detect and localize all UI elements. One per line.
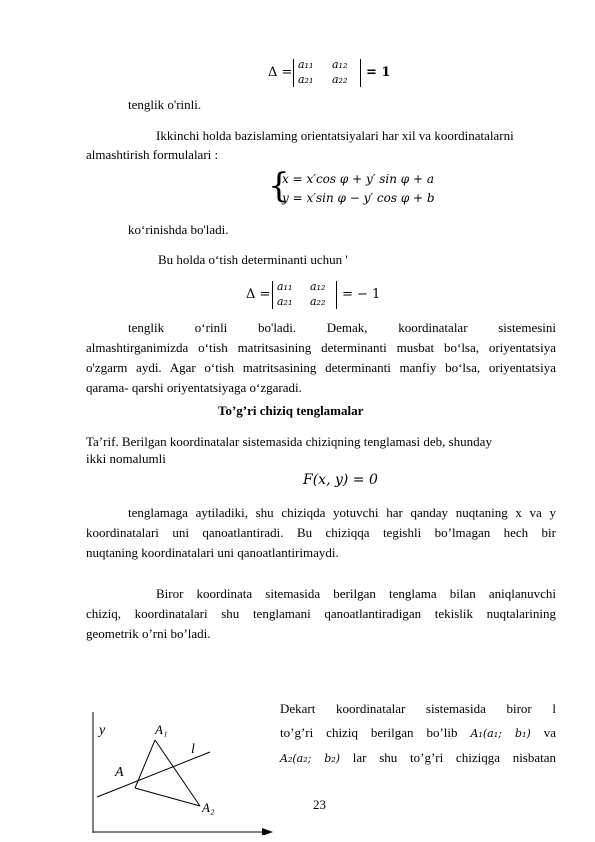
point-a2: A₂(a₂; b₂): [280, 752, 341, 765]
det2-m21: a₂₁: [277, 295, 293, 308]
det2-rhs: = − 1: [342, 287, 381, 302]
system-brace: {: [268, 166, 290, 206]
label-l: l: [191, 742, 195, 757]
det-m11: a₁₁: [298, 58, 314, 71]
segment-a-a2: [135, 788, 200, 806]
para3-line-2: koordinatalari uni qanoatlantiradi. Bu chiziqqa tegishli bo’lmagan hech bir: [86, 525, 556, 540]
system-row-2: y = x′sin φ − y′ cos φ + b: [282, 191, 435, 205]
det2-bar-right: [336, 281, 337, 309]
para5-line-3: [280, 746, 556, 771]
determinant-equation-negative: [246, 278, 396, 312]
para1-line-b: almashtirish formulalari :: [86, 147, 219, 162]
x-axis-arrow: [262, 828, 273, 835]
para5-line-2-text: to’g’ri chiziq berilgan bo’lib: [280, 725, 458, 740]
para3-line-3: nuqtaning koordinatalari uni qanoatlantirimaydi.: [86, 545, 339, 560]
geometric-locus-paragraph: [86, 584, 556, 644]
det2-m11: a₁₁: [277, 280, 293, 293]
dekart-paragraph: [280, 697, 556, 771]
det-m12: a₁₂: [332, 58, 348, 71]
system-row-1: x = x′cos φ + y′ sin φ + a: [282, 172, 435, 186]
det2-lhs: Δ =: [246, 287, 271, 302]
para4-line-3: geometrik o’rni bo’ladi.: [86, 626, 211, 641]
determinant-equation-positive: [268, 56, 408, 90]
text-otish-determinanti: Bu holda o‘tish determinanti uchun ': [158, 252, 348, 267]
equation-f-xy: F(x, y) = 0: [303, 472, 378, 488]
label-a1: A₁: [155, 722, 168, 737]
para2-line-2: almashtirganimizda o‘tish matritsasining determinanti musbat bo‘lsa, oriyentatsiya: [86, 340, 556, 355]
label-y: y: [99, 723, 106, 738]
label-a: A: [115, 765, 124, 780]
para5-line-2: [280, 721, 556, 746]
label-a2: A₂: [202, 800, 215, 815]
line-figure: [85, 710, 275, 835]
text-korinishda: ko‘rinishda bo'ladi.: [128, 222, 229, 237]
page-number: 23: [313, 797, 326, 812]
det-m21: a₂₁: [298, 73, 314, 86]
det-bar-right: [360, 59, 361, 87]
det2-bar-left: [272, 281, 273, 309]
text-tenglik-orinli: tenglik o'rinli.: [128, 97, 202, 112]
para4-line-1: Biror koordinata sitemasida berilgan tenglama bilan aniqlanuvchi: [156, 586, 556, 601]
section-title: To’g’ri chiziq tenglamalar: [218, 403, 364, 418]
det2-m22: a₂₂: [310, 295, 326, 308]
segment-a1-a: [135, 740, 155, 788]
orientation-paragraph: [86, 318, 556, 398]
para5-va: va: [543, 725, 557, 740]
definition-line-2: ikki nomalumli: [86, 451, 166, 466]
para1-line-a: Ikkinchi holda bazislaming orientatsiyalari har xil va koordinatalarni: [156, 128, 514, 143]
det-m22: a₂₂: [332, 73, 348, 86]
point-a1: A₁(a₁; b₁): [470, 727, 531, 740]
det-rhs: = 1: [366, 65, 391, 80]
det-bar-left: [293, 59, 294, 87]
para2-line-1: tenglik o‘rinli bo'ladi. Demak, koordinatalar sistemesini: [128, 320, 556, 335]
para2-line-3: o'zgarm aydi. Agar o‘tish matritsasining determinanti manfiy bo‘lsa, oriyentatsiya: [86, 360, 556, 375]
para5-line-3-text: lar shu to’g’ri chiziqga nisbatan: [352, 750, 557, 765]
det-lhs: Δ =: [268, 65, 293, 80]
transformation-system: [268, 166, 468, 210]
para5-line-1: Dekart koordinatalar sistemasida biror l: [280, 701, 556, 716]
line-equation-paragraph: [86, 503, 556, 563]
para2-line-4: qarama- qarshi oriyentatsiyaga o‘zgaradi.: [86, 380, 302, 395]
para3-line-1: tenglamaga aytiladiki, shu chiziqda yotuvchi har qanday nuqtaning x va y: [128, 505, 556, 520]
para4-line-2: chiziq, koordinatalari shu tenglamani qanoatlantiradigan tekislik nuqtalarining: [86, 606, 556, 621]
definition-line-1: Ta’rif. Berilgan koordinatalar sistemasida chiziqning tenglamasi deb, shunday: [86, 434, 492, 449]
line-l: [97, 752, 210, 797]
det2-m12: a₁₂: [310, 280, 326, 293]
